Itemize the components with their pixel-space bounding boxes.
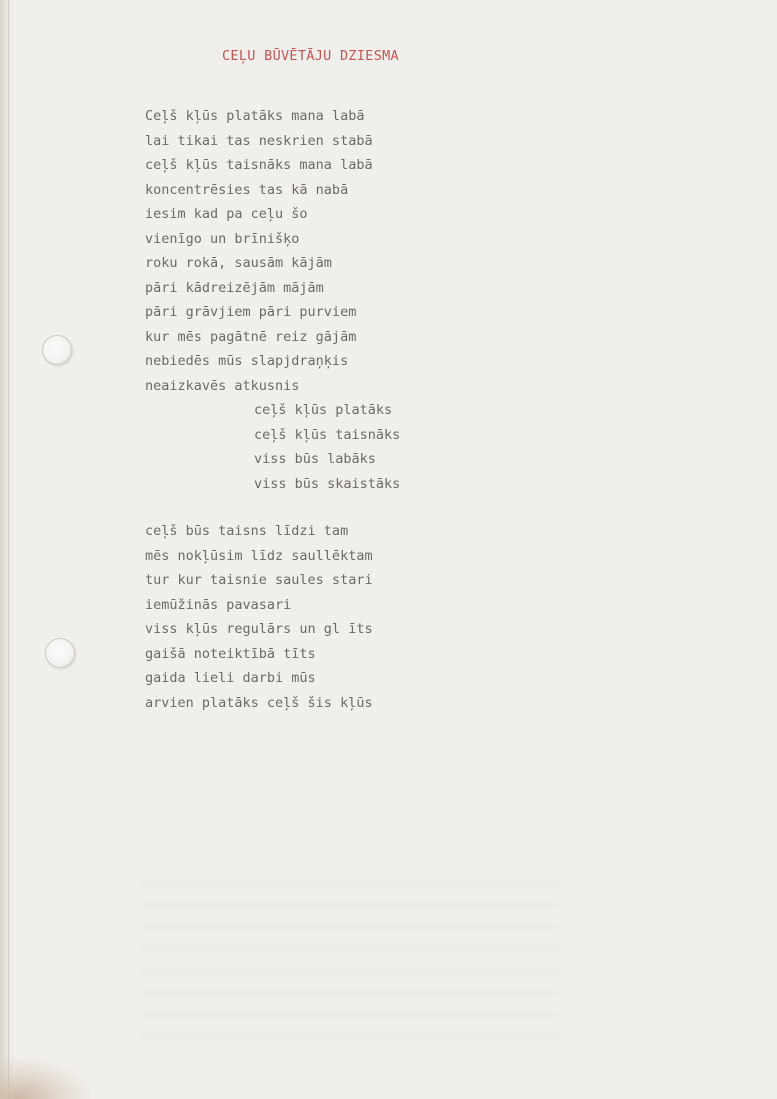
refrain-line: ceļš kļūs taisnāks (254, 426, 401, 443)
poem-line: nebiedēs mūs slapjdraņķis (145, 353, 349, 369)
poem-line: lai tikai tas neskrien stabā (145, 132, 373, 149)
poem-line: Ceļš kļūs platāks mana labā (145, 108, 365, 124)
refrain-line: viss būs skaistāks (254, 475, 401, 492)
poem-line: tur kur taisnie saules stari (145, 572, 373, 588)
poem-line: mēs nokļūsim līdz saullēktam (145, 547, 373, 564)
punch-hole-bottom (45, 638, 75, 668)
poem-line: koncentrēsies tas kā nabā (145, 181, 349, 198)
poem-line: ceļš kļūs taisnāks mana labā (145, 157, 373, 173)
poem-line: iesim kad pa ceļu šo (145, 206, 308, 222)
poem-line: arvien platāks ceļš šis kļūs (145, 694, 373, 711)
poem-line: roku rokā, sausām kājām (145, 255, 332, 271)
refrain-line: ceļš kļūs platāks (254, 402, 393, 418)
poem-line: vienīgo un brīnišķo (145, 230, 300, 247)
poem-line: kur mēs pagātnē reiz gājām (145, 328, 357, 345)
stanza-2 (145, 519, 373, 715)
stanza-1 (145, 104, 400, 496)
poem-line: iemūžinās pavasari (145, 596, 292, 613)
paper-stain (0, 1059, 90, 1099)
poem-line: neaizkavēs atkusnis (145, 377, 300, 394)
poem-line: gaida lieli darbi mūs (145, 670, 316, 686)
poem-line: pāri kādreizējām mājām (145, 279, 324, 296)
paper-left-edge (0, 0, 14, 1099)
show-through-text (140, 880, 560, 1050)
page-title: CEĻU BŪVĒTĀJU DZIESMA (222, 48, 399, 64)
poem-line: viss kļūs regulārs un gl īts (145, 621, 373, 637)
poem-line: gaišā noteiktībā tīts (145, 645, 316, 662)
paper-fold-line (8, 0, 9, 1099)
poem-line: ceļš būs taisns līdzi tam (145, 523, 349, 539)
poem-line: pāri grāvjiem pāri purviem (145, 304, 357, 320)
refrain-line: viss būs labāks (254, 451, 376, 467)
punch-hole-top (42, 335, 72, 365)
